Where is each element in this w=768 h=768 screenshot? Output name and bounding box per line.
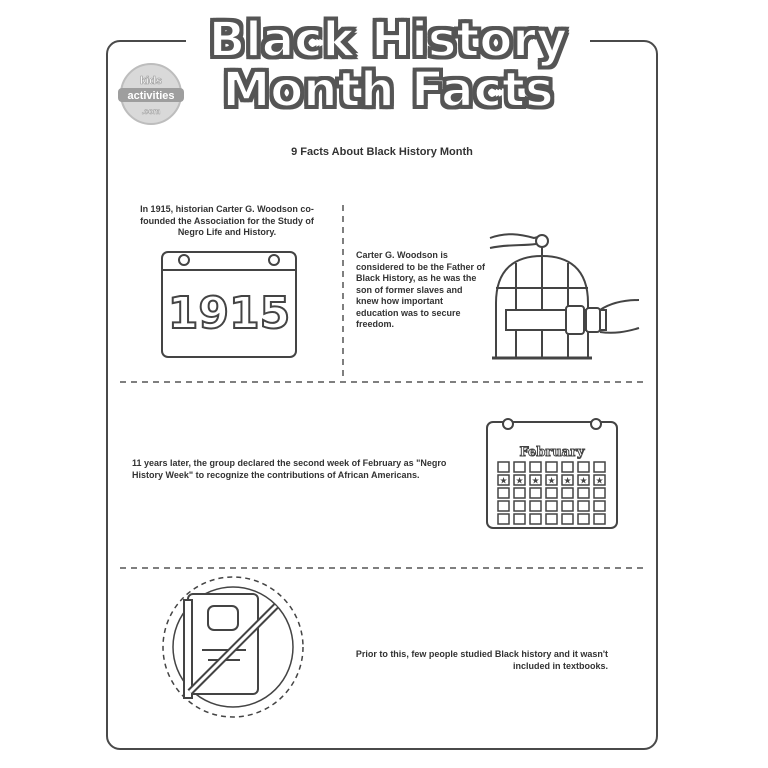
calendar-day-cell bbox=[514, 488, 525, 498]
calendar-day-cell bbox=[562, 514, 573, 524]
logo-text-bottom: .com bbox=[141, 107, 161, 116]
subtitle: 9 Facts About Black History Month bbox=[291, 146, 473, 158]
page-title bbox=[188, 14, 588, 118]
calendar-day-cell bbox=[514, 514, 525, 524]
star-icon: ★ bbox=[563, 476, 572, 487]
calendar-day-cell bbox=[498, 501, 509, 511]
calendar-month: February bbox=[519, 445, 585, 460]
calendar-day-cell bbox=[546, 514, 557, 524]
star-icon: ★ bbox=[499, 476, 508, 487]
no-textbook-icon bbox=[158, 572, 308, 722]
calendar-day-cell bbox=[594, 514, 605, 524]
fact-2-text: Carter G. Woodson is considered to be the Father of Black History, as he was the son of former slaves and knew how important education was to secure freedom. bbox=[356, 250, 486, 329]
calendar-day-cell bbox=[514, 501, 525, 511]
star-icon: ★ bbox=[595, 476, 604, 487]
birdcage-hands-icon bbox=[486, 208, 641, 368]
logo-text-top: kids bbox=[139, 75, 163, 87]
fact-3-text: 11 years later, the group declared the second week of February as "Negro History Week" to recognize the contributions of African Americans. bbox=[132, 458, 447, 480]
calendar-day-cell bbox=[530, 501, 541, 511]
calendar-day-cell bbox=[594, 488, 605, 498]
calendar-day-cell bbox=[562, 462, 573, 472]
calendar-day-cell bbox=[562, 488, 573, 498]
logo-text-middle: activities bbox=[127, 90, 175, 102]
calendar-day-cell bbox=[594, 462, 605, 472]
calendar-day-cell bbox=[498, 462, 509, 472]
calendar-day-cell bbox=[546, 501, 557, 511]
kids-activities-logo bbox=[116, 62, 186, 126]
calendar-day-cell bbox=[498, 488, 509, 498]
star-icon: ★ bbox=[531, 476, 540, 487]
star-icon: ★ bbox=[579, 476, 588, 487]
calendar-day-cell bbox=[578, 514, 589, 524]
fact-1-text: In 1915, historian Carter G. Woodson co-founded the Association for the Study of Negro Life and History. bbox=[140, 204, 314, 237]
calendar-day-cell bbox=[578, 462, 589, 472]
calendar-day-cell bbox=[514, 462, 525, 472]
calendar-day-cell bbox=[562, 501, 573, 511]
fact-4-text: Prior to this, few people studied Black history and it wasn't included in textbooks. bbox=[355, 649, 608, 671]
star-icon: ★ bbox=[515, 476, 524, 487]
calendar-day-cell bbox=[546, 462, 557, 472]
calendar-1915-icon bbox=[160, 246, 300, 361]
title-line-1: Black History bbox=[208, 12, 568, 68]
title-line-2: Month Facts bbox=[222, 62, 554, 118]
calendar-day-cell bbox=[530, 462, 541, 472]
calendar-day-cell bbox=[578, 488, 589, 498]
calendar-day-cell bbox=[594, 501, 605, 511]
calendar-day-cell bbox=[530, 514, 541, 524]
february-calendar-icon bbox=[484, 412, 624, 532]
calendar-day-cell bbox=[530, 488, 541, 498]
calendar-day-cell bbox=[578, 501, 589, 511]
calendar-day-cell bbox=[546, 488, 557, 498]
calendar-year: 1915 bbox=[167, 288, 291, 339]
calendar-day-cell bbox=[498, 514, 509, 524]
star-icon: ★ bbox=[547, 476, 556, 487]
